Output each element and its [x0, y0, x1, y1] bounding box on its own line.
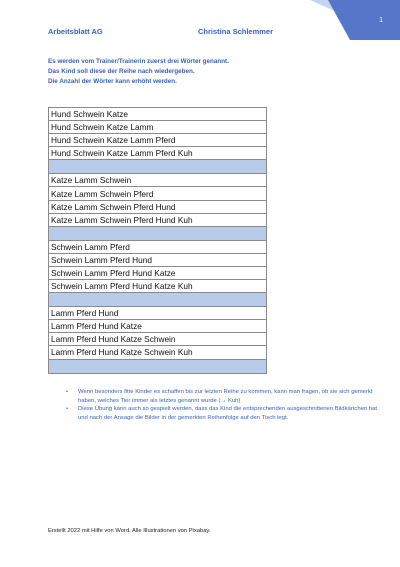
table-row — [49, 147, 267, 160]
bullet-icon: • — [66, 389, 69, 395]
corner-decoration — [310, 0, 400, 40]
word-sequence-cell: Hund Schwein Katze Lamm Pferd — [49, 134, 267, 147]
page-number: 1 — [379, 17, 383, 24]
table-row — [49, 240, 267, 253]
table-row — [49, 307, 267, 320]
word-sequence-cell: Katze Lamm Schwein Pferd Hund Kuh — [49, 213, 267, 226]
table-row — [49, 266, 267, 279]
word-sequence-cell: Hund Schwein Katze Lamm — [49, 121, 267, 134]
table-row — [49, 187, 267, 200]
word-sequence-cell: Schwein Lamm Pferd — [49, 240, 267, 253]
word-sequence-cell: Lamm Pferd Hund Katze — [49, 320, 267, 333]
word-sequence-cell: Katze Lamm Schwein — [49, 174, 267, 187]
group-separator-row — [49, 293, 267, 307]
table-row — [49, 320, 267, 333]
header-author: Christina Schlemmer — [198, 27, 274, 36]
word-sequence-cell: Lamm Pferd Hund Katze Schwein Kuh — [49, 346, 267, 359]
footer-credit: Erstellt 2022 mit Hilfe von Word. Alle Illustrationen von Pixabay. — [48, 528, 211, 534]
table-row — [49, 253, 267, 266]
table-row — [49, 200, 267, 213]
word-sequence-cell: Hund Schwein Katze Lamm Pferd Kuh — [49, 147, 267, 160]
list-item — [62, 405, 380, 422]
word-sequence-cell: Lamm Pferd Hund — [49, 307, 267, 320]
table-row — [49, 346, 267, 359]
group-separator-row — [49, 226, 267, 240]
table-row — [49, 213, 267, 226]
word-sequence-cell: Hund Schwein Katze — [49, 108, 267, 121]
word-sequence-cell: Schwein Lamm Pferd Hund Katze — [49, 266, 267, 279]
table-row — [49, 108, 267, 121]
table-row — [49, 121, 267, 134]
word-sequence-cell: Katze Lamm Schwein Pferd — [49, 187, 267, 200]
word-sequence-cell: Schwein Lamm Pferd Hund Katze Kuh — [49, 280, 267, 293]
word-sequence-cell: Lamm Pferd Hund Katze Schwein — [49, 333, 267, 346]
instruction-line: Das Kind soll diese der Reihe nach wiedergeben. — [48, 68, 195, 75]
instructions — [48, 57, 348, 87]
table-row — [49, 174, 267, 187]
word-sequence-table — [48, 107, 267, 374]
bullet-icon: • — [66, 406, 69, 413]
instruction-line: Die Anzahl der Wörter kann erhöht werden. — [48, 78, 177, 85]
note-text: Wenn besonders fitte Kinder es schaffen bis zur letzten Reihe zu kommen, kann man fragen, ob sie sich gemerkt haben, welches Tier immer als letztes genannt wurde (→ Kuh) — [78, 389, 373, 404]
group-separator-row — [49, 359, 267, 373]
table-row — [49, 280, 267, 293]
instruction-line: Es werden vom Trainer/Trainerin zuerst drei Wörter genannt. — [48, 58, 229, 65]
group-separator-row — [49, 160, 267, 174]
table-row — [49, 134, 267, 147]
table-row — [49, 333, 267, 346]
note-text: Diese Übung kann auch so gespielt werden, dass das Kind die entsprechenden ausgeschnittenen Bildkärtchen hat und nach der Ansage die Bilder in der gemerkten Reihenfolge auf den Tisch legt. — [78, 406, 377, 421]
list-item — [62, 388, 380, 405]
header-title: Arbeitsblatt AG — [48, 27, 103, 36]
word-sequence-cell: Katze Lamm Schwein Pferd Hund — [49, 200, 267, 213]
notes-list — [62, 388, 380, 422]
word-sequence-cell: Schwein Lamm Pferd Hund — [49, 253, 267, 266]
